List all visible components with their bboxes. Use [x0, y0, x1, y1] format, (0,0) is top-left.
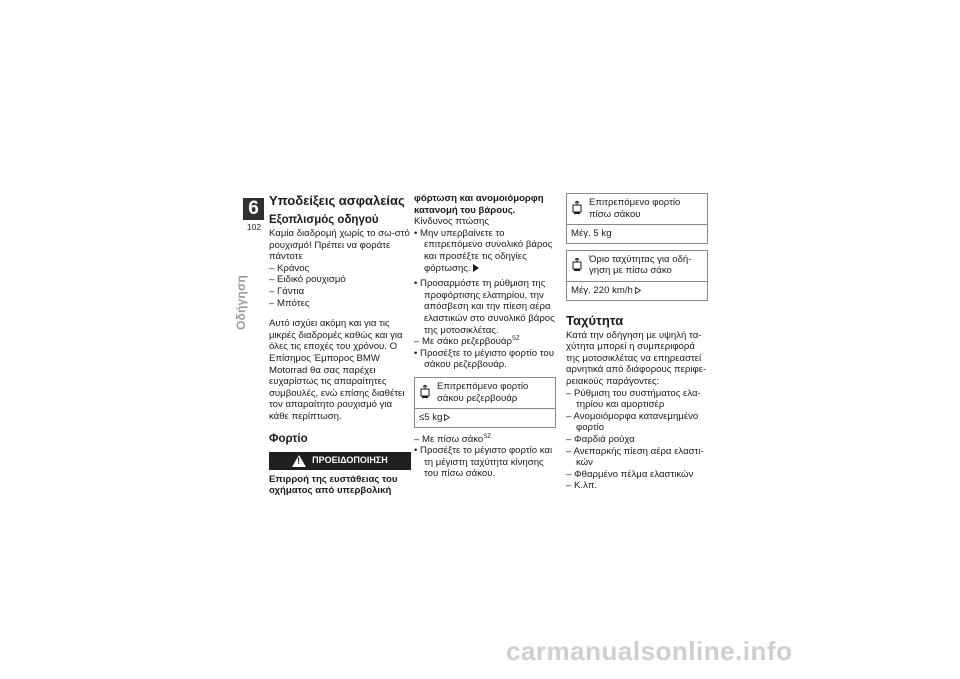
chapter-number: 6: [243, 198, 264, 220]
list-item: – Ρύθμιση του συστήματος ελα-τηρίου και αμορτισέρ: [566, 387, 701, 411]
list-item: – Γάντια: [269, 285, 305, 297]
heading-load: Φορτίο: [269, 432, 308, 445]
list-item: – Μπότες: [269, 297, 310, 309]
spec-label: Επιτρεπόμενο φορτίο πίσω σάκου: [589, 197, 681, 220]
list-item: • Προσαρμόστε τη ρύθμιση της προφόρτισης ελατηρίου, την απόσβεση και την πίεση αέρα ελαστικών στο συνολικό βάρος της μοτοσικλέτας.: [414, 278, 555, 336]
list-item: – Κράνος: [269, 262, 310, 274]
equipment-intro: Καμία διαδρομή χωρίς το σω-στό ρουχισμό! Πρέπει να φοράτε πάντοτε: [269, 228, 410, 263]
column-3: [566, 193, 708, 492]
list-item: – Με σάκο ρεζερβουάρ$^{SZ}$: [414, 335, 520, 348]
spec-box-rear-bag: [566, 193, 708, 244]
spec-label: Επιτρεπόμενο φορτίο σάκου ρεζερβουάρ: [437, 380, 529, 404]
spec-box-speed-limit: [566, 250, 708, 301]
danger-text: Κίνδυνος πτώσης: [414, 216, 489, 228]
list-item: – Ανεπαρκής πίεση αέρα ελαστι-κών: [566, 445, 704, 469]
list-item: – Κ.λπ.: [566, 480, 598, 492]
spec-value: ≤5 kg: [419, 412, 443, 424]
warning-banner: [269, 452, 411, 470]
heading-rider-equipment: Εξοπλισμός οδηγού: [269, 214, 379, 226]
warning-heading-continued: φόρτωση και ανομοιόμορφη κατανομή του βάρους.: [414, 193, 544, 216]
warning-triangle-icon: [292, 455, 306, 467]
end-marker-icon: [635, 287, 641, 294]
list-item: • Προσέξτε το μέγιστο φορτίο και τη μέγιστη ταχύτητα κίνησης του πίσω σάκου.: [414, 445, 553, 480]
bag-weight-icon: [419, 381, 437, 404]
chapter-side-title: Οδήγηση: [234, 275, 248, 330]
list-item: – Με πίσω σάκο$^{SZ}$: [414, 433, 491, 445]
spec-value: Μέγ. 220 km/h: [571, 284, 633, 296]
heading-speed: Ταχύτητα: [566, 312, 624, 328]
spec-label: Όριο ταχύτητας για οδή-γηση με πίσω σάκο: [589, 253, 692, 277]
page-number: 102: [246, 222, 262, 232]
section-title-safety: Υποδείξεις ασφαλείας: [269, 193, 405, 208]
end-marker-icon: [444, 414, 450, 421]
spec-box-tank-bag: [414, 377, 556, 428]
list-item: • Μην υπερβαίνετε το επιτρεπόμενο συνολικό βάρος και προσέξτε τις οδηγίες φόρτωσης.: [414, 227, 553, 274]
end-marker-icon: [473, 264, 479, 272]
list-item: – Φθαρμένο πέλμα ελαστικών: [566, 468, 694, 480]
warning-heading: Επιρροή της ευστάθειας του οχήματος από υπερβολική: [269, 473, 398, 497]
equipment-paragraph: Αυτό ισχύει ακόμη και για τις μικρές διαδρομές καθώς και για όλες τις εποχές του χρόνου. Ο Επίσημος Έμπορος BMW Motorrad θα σας παρέχει ευχαρίστως τις απαραίτητες συμβουλές, ενώ επίσης διαθέτει τον απαραίτητο ρουχισμό για κάθε περίπτωση.: [269, 318, 405, 422]
bag-weight-icon: [571, 254, 589, 277]
speed-paragraph: Κατά την οδήγηση με υψηλή τα-χύτητα μπορεί η συμπεριφορά της μοτοσικλέτας να επηρεαστεί αρνητικά από διάφορους περιφε-ρειακούς παράγοντες:: [566, 329, 707, 387]
bag-weight-icon: [571, 197, 589, 220]
spec-value: Μέγ. 5 kg: [571, 228, 612, 240]
watermark: carmanualsonline.info: [506, 636, 793, 666]
warning-label: ΠΡΟΕΙΔΟΠΟΙΗΣΗ: [312, 454, 388, 465]
column-1: [269, 193, 411, 497]
list-item: – Φαρδιά ρούχα: [566, 433, 635, 445]
list-item: – Ειδικό ρουχισμό: [269, 274, 346, 286]
list-item: – Ανομοιόμορφα κατανεμημένο φορτίο: [566, 410, 699, 434]
list-item: • Προσέξτε το μέγιστο φορτίο του σάκου ρεζερβουάρ.: [414, 347, 554, 371]
column-2: [414, 193, 556, 480]
